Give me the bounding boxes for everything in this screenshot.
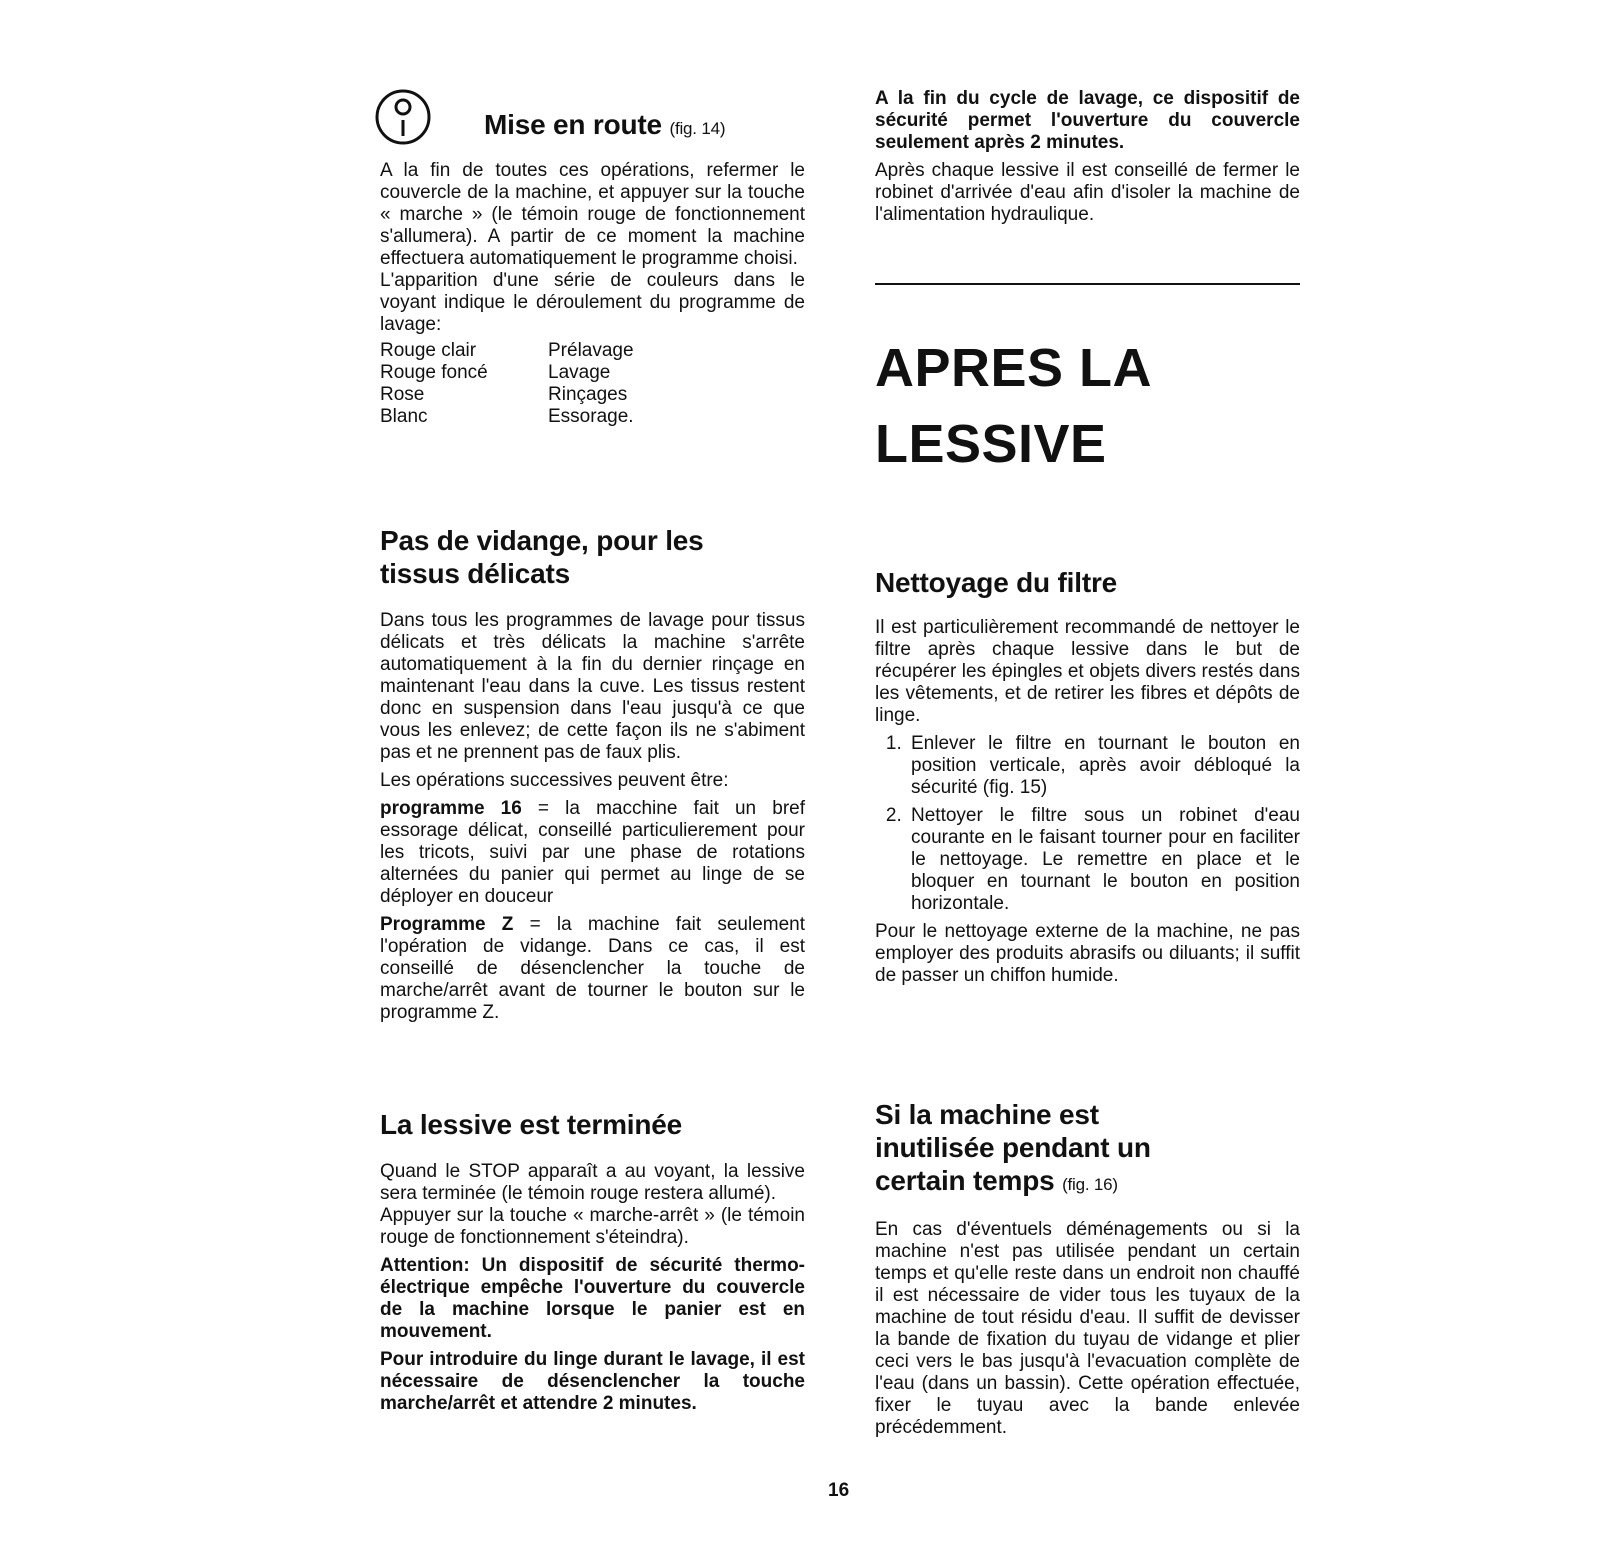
title-line: APRES LA bbox=[875, 338, 1153, 398]
list-item: 1. Enlever le filtre en tournant le bouton en position verticale, après avoir débloqué la sécurité (fig. 15) bbox=[907, 733, 1300, 799]
heading-line: Pas de vidange, pour les bbox=[380, 525, 704, 556]
list-item: 2. Nettoyer le filtre sous un robinet d'eau courante en le faisant tourner pour en faciliter le nettoyage. Le remettre en place et le bloquer en tournant le bouton en position horizontale. bbox=[907, 805, 1300, 915]
paragraph-attention: Attention: Un dispositif de sécurité thermo-électrique empêche l'ouverture du couvercle de la machine lorsque le panier est en mouvement. bbox=[380, 1255, 805, 1342]
paragraph-programme-z bbox=[380, 914, 805, 1024]
label-programme-z: Programme Z bbox=[380, 914, 514, 935]
table-row bbox=[380, 362, 634, 384]
paragraph: Appuyer sur la touche « marche-arrêt » (le témoin rouge de fonctionnement s'éteindra). bbox=[380, 1205, 805, 1248]
paragraph-programme-16 bbox=[380, 798, 805, 908]
title-apres-la-lessive bbox=[875, 330, 1300, 482]
section-right-top bbox=[875, 88, 1300, 226]
label-programme-16: programme 16 bbox=[380, 798, 522, 819]
paragraph: En cas d'éventuels déménagements ou si la machine n'est pas utilisée pendant un certain temps et qu'elle reste dans un endroit non chauffé il est nécessaire de vider tous les tuyaux de la machine de tout résidu d'eau. Il suffit de devisser la bande de fixation du tuyau de vidange et plier ceci vers le bas jusqu'à l'evacuation complète de l'eau (dans un bassin). Cette opération effectuée, fixer le tuyau avec la bande enlevée précédemment. bbox=[875, 1219, 1300, 1438]
page-number: 16 bbox=[828, 1480, 850, 1501]
paragraph-bold: A la fin du cycle de lavage, ce dispositif de sécurité permet l'ouverture du couvercle seulement après 2 minutes. bbox=[875, 88, 1300, 153]
heading-mise-en-route bbox=[484, 108, 725, 145]
heading-pas-de-vidange bbox=[380, 524, 805, 590]
color-phase-table bbox=[380, 340, 634, 428]
table-row bbox=[380, 406, 634, 428]
paragraph: Il est particulièrement recommandé de nettoyer le filtre après chaque lessive dans le but de récupérer les épingles et objets divers restés dans les vêtements, et de retirer les fibres et dépôts de linge. bbox=[875, 617, 1300, 726]
title-line: LESSIVE bbox=[875, 414, 1107, 474]
text-programme-16: = la macchine fait un bref essorage délicat, conseillé particulierement pour les tricots, suivi par une phase de rotations alternées du panier qui permet au linge de se déployer en douceur bbox=[380, 798, 805, 907]
figure-ref: (fig. 14) bbox=[669, 119, 726, 138]
heading-text: Mise en route bbox=[484, 109, 662, 140]
color-cell: Blanc bbox=[380, 406, 428, 427]
heading-line: certain temps bbox=[875, 1165, 1055, 1196]
paragraph: A la fin de toutes ces opérations, refermer le couvercle de la machine, et appuyer sur la touche « marche » (le témoin rouge de fonctionnement s'allumera). A partir de ce moment la machine effectuera automatiquement le programme choisi. bbox=[380, 160, 805, 269]
paragraph: L'apparition d'une série de couleurs dans le voyant indique le déroulement du programme de lavage: bbox=[380, 270, 805, 335]
heading-machine-inutilisee bbox=[875, 1098, 1300, 1201]
paragraph-introduire: Pour introduire du linge durant le lavage, il est nécessaire de désenclencher la touche marche/arrêt et attendre 2 minutes. bbox=[380, 1349, 805, 1414]
section-mise-en-route bbox=[380, 160, 805, 428]
power-on-off-icon bbox=[374, 88, 432, 146]
phase-cell: Lavage bbox=[548, 362, 611, 383]
section-lessive-terminee bbox=[380, 1108, 805, 1415]
section-machine-inutilisee bbox=[875, 1098, 1300, 1439]
paragraph: Quand le STOP apparaît a au voyant, la lessive sera terminée (le témoin rouge restera allumé). bbox=[380, 1161, 805, 1204]
heading-line: inutilisée pendant un bbox=[875, 1132, 1151, 1163]
table-row bbox=[380, 340, 634, 362]
phase-cell: Essorage. bbox=[548, 406, 634, 427]
color-cell: Rouge foncé bbox=[380, 362, 488, 383]
divider-line bbox=[875, 283, 1300, 285]
heading-line: Si la machine est bbox=[875, 1099, 1099, 1130]
paragraph: Après chaque lessive il est conseillé de fermer le robinet d'arrivée d'eau afin d'isoler la machine de l'alimentation hydraulique. bbox=[875, 160, 1300, 225]
text-programme-z: = la machine fait seulement l'opération de vidange. Dans ce cas, il est conseillé de désenclencher la touche de marche/arrêt avant de tourner le bouton sur le programme Z. bbox=[380, 914, 805, 1023]
paragraph: Pour le nettoyage externe de la machine, ne pas employer des produits abrasifs ou diluants; il suffit de passer un chiffon humide. bbox=[875, 921, 1300, 986]
paragraph: Dans tous les programmes de lavage pour tissus délicats et très délicats la machine s'arrête automatiquement à la fin du dernier rinçage en maintenant l'eau dans la cuve. Les tissus restent donc en suspension dans l'eau jusqu'à ce que vous les enlevez; de cette façon ils ne s'abiment pas et ne prennent pas de faux plis. bbox=[380, 610, 805, 763]
paragraph: Les opérations successives peuvent être: bbox=[380, 770, 729, 791]
heading-line: tissus délicats bbox=[380, 558, 570, 589]
section-pas-de-vidange bbox=[380, 524, 805, 1024]
figure-ref: (fig. 16) bbox=[1062, 1175, 1118, 1194]
section-apres-la-lessive bbox=[875, 330, 1300, 482]
color-cell: Rose bbox=[380, 384, 425, 405]
heading-nettoyage-filtre: Nettoyage du filtre bbox=[875, 567, 1118, 598]
steps-list bbox=[875, 733, 1300, 915]
table-row bbox=[380, 384, 634, 406]
color-cell: Rouge clair bbox=[380, 340, 477, 361]
heading-lessive-terminee: La lessive est terminée bbox=[380, 1109, 683, 1140]
phase-cell: Rinçages bbox=[548, 384, 628, 405]
phase-cell: Prélavage bbox=[548, 340, 634, 361]
section-nettoyage-filtre bbox=[875, 566, 1300, 987]
